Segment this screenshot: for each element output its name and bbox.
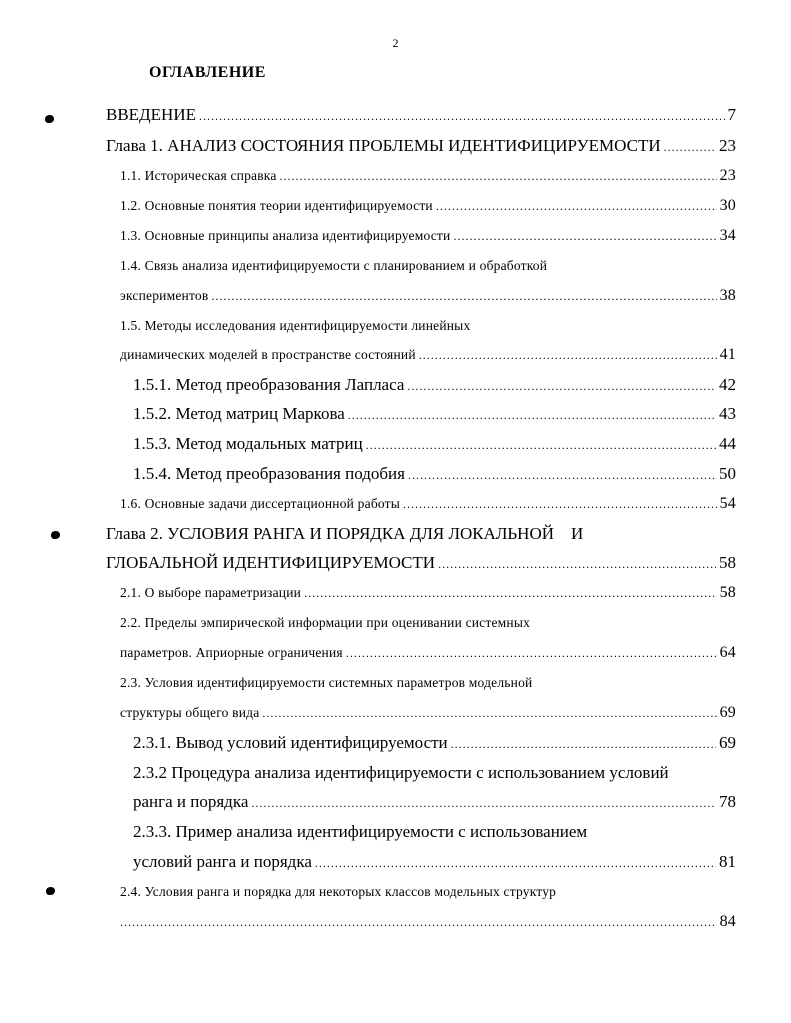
toc-entry-page: 58 xyxy=(719,553,736,572)
toc-entry-2-4-line-1[interactable] xyxy=(120,881,736,903)
toc-entry-1-6[interactable] xyxy=(120,493,736,515)
toc-entry-text: ранга и порядка xyxy=(133,792,249,811)
toc-entry-text: 1.3. Основные принципы анализа идентифицируемости xyxy=(120,228,451,243)
toc-entry-text: 2.3. Условия идентифицируемости системных параметров модельной xyxy=(120,675,533,690)
toc-entry-page: 78 xyxy=(719,792,736,811)
toc-entry-page: 50 xyxy=(719,464,736,483)
leader-dots xyxy=(419,344,717,366)
toc-entry-1-5-3[interactable] xyxy=(133,433,736,455)
toc-entry-2-3-line-2[interactable] xyxy=(120,702,736,724)
toc-entry-text: ВВЕДЕНИЕ xyxy=(106,105,196,124)
toc-entry-page: 81 xyxy=(719,852,736,871)
leader-dots xyxy=(436,195,717,217)
leader-dots xyxy=(251,792,716,814)
toc-entry-2-3-line-1[interactable] xyxy=(120,672,736,694)
leader-dots xyxy=(346,642,717,664)
toc-entry-page: 69 xyxy=(719,733,736,752)
leader-dots xyxy=(348,404,716,426)
toc-entry-page: 44 xyxy=(719,434,736,453)
toc-entry-text: 1.5.2. Метод матриц Маркова xyxy=(133,404,345,423)
toc-entry-text: 1.1. Историческая справка xyxy=(120,168,277,183)
toc-entry-1-3[interactable] xyxy=(120,225,736,247)
toc-entry-page: 41 xyxy=(719,346,736,363)
toc-entry-page: 7 xyxy=(727,105,736,124)
margin-bullet-3 xyxy=(46,887,55,895)
toc-entry-1-4-line-1[interactable] xyxy=(120,255,736,277)
toc-entry-2-3-3-line-1[interactable] xyxy=(133,821,736,843)
leader-dots xyxy=(315,852,716,874)
leader-dots xyxy=(304,582,717,604)
toc-entry-text: 1.4. Связь анализа идентифицируемости с планированием и обработкой xyxy=(120,258,548,273)
toc-entry-page: 43 xyxy=(719,404,736,423)
toc-entry-text: динамических моделей в пространстве состояний xyxy=(120,347,416,362)
toc-entry-text: 1.5.4. Метод преобразования подобия xyxy=(133,464,405,483)
toc-entry-2-2-line-1[interactable] xyxy=(120,612,736,634)
toc-entry-1-5-line-2[interactable] xyxy=(120,344,736,366)
toc-title: ОГЛАВЛЕНИЕ xyxy=(149,64,266,81)
toc-entry-page: 34 xyxy=(719,227,736,244)
toc-entry-text: Глава 1. АНАЛИЗ СОСТОЯНИЯ ПРОБЛЕМЫ ИДЕНТИФИЦИРУЕМОСТИ xyxy=(106,136,661,155)
toc-entry-1-5-1[interactable] xyxy=(133,374,736,396)
leader-dots xyxy=(408,464,716,486)
toc-entry-chapter-1[interactable] xyxy=(106,135,736,157)
toc-entry-2-4-line-2[interactable] xyxy=(120,911,736,933)
leader-dots xyxy=(664,136,716,158)
leader-dots xyxy=(407,375,716,397)
toc-entry-text: 1.5. Методы исследования идентифицируемости линейных xyxy=(120,318,471,333)
toc-entry-chapter-2-line-1[interactable] xyxy=(106,523,736,545)
toc-entry-text: 1.6. Основные задачи диссертационной работы xyxy=(120,496,401,511)
toc-entry-1-5-line-1[interactable] xyxy=(120,315,736,337)
toc-entry-1-1[interactable] xyxy=(120,165,736,187)
toc-entry-page: 38 xyxy=(719,287,736,304)
leader-dots xyxy=(451,733,716,755)
toc-entry-page: 69 xyxy=(719,704,736,721)
toc-entry-page: 58 xyxy=(719,584,736,601)
toc-entry-text: 1.5.1. Метод преобразования Лапласа xyxy=(133,375,405,394)
leader-dots xyxy=(438,553,716,575)
toc-entry-2-3-2-line-1[interactable] xyxy=(133,762,736,784)
leader-dots xyxy=(211,285,716,307)
toc-entry-text: ГЛОБАЛЬНОЙ ИДЕНТИФИЦИРУЕМОСТИ xyxy=(106,553,436,572)
toc-entry-1-5-2[interactable] xyxy=(133,403,736,425)
toc-entry-text: экспериментов xyxy=(120,288,209,303)
toc-entry-2-3-3-line-2[interactable] xyxy=(133,851,736,873)
toc-entry-text: 2.4. Условия ранга и порядка для некоторых классов модельных структур xyxy=(120,884,557,899)
toc-entry-text: условий ранга и порядка xyxy=(133,852,312,871)
toc-entry-text: 1.2. Основные понятия теории идентифицируемости xyxy=(120,198,433,213)
toc-entry-text: 1.5.3. Метод модальных матриц xyxy=(133,434,363,453)
toc-entry-introduction[interactable] xyxy=(106,104,736,126)
toc-entry-text: 2.3.2 Процедура анализа идентифицируемости с использованием условий xyxy=(133,763,669,782)
leader-dots xyxy=(366,434,716,456)
toc-entry-text: 2.3.3. Пример анализа идентифицируемости с использованием xyxy=(133,822,588,841)
leader-dots xyxy=(199,105,725,127)
leader-dots xyxy=(453,225,716,247)
leader-dots xyxy=(280,165,717,187)
margin-bullet-2 xyxy=(51,531,60,539)
toc-entry-text: Глава 2. УСЛОВИЯ РАНГА И ПОРЯДКА ДЛЯ ЛОКАЛЬНОЙ И xyxy=(106,524,584,543)
toc-entry-page: 23 xyxy=(719,136,736,155)
page-number: 2 xyxy=(392,36,399,50)
toc-entry-1-5-4[interactable] xyxy=(133,463,736,485)
toc-entry-1-4-line-2[interactable] xyxy=(120,285,736,307)
toc-entry-page: 64 xyxy=(719,644,736,661)
toc-entry-page: 42 xyxy=(719,375,736,394)
toc-entry-page: 23 xyxy=(719,167,736,184)
toc-entry-page: 30 xyxy=(719,197,736,214)
toc-entry-2-3-1[interactable] xyxy=(133,732,736,754)
toc-entry-text: 2.2. Пределы эмпирической информации при оценивании системных xyxy=(120,615,531,630)
toc-entry-text: структуры общего вида xyxy=(120,705,260,720)
toc-entry-1-2[interactable] xyxy=(120,195,736,217)
leader-dots xyxy=(262,702,716,724)
toc-entry-page: 54 xyxy=(719,495,736,512)
toc-entry-text: параметров. Априорные ограничения xyxy=(120,645,343,660)
toc-entry-2-1[interactable] xyxy=(120,582,736,604)
toc-entry-2-3-2-line-2[interactable] xyxy=(133,791,736,813)
toc-entry-2-2-line-2[interactable] xyxy=(120,642,736,664)
toc-entry-text: 2.1. О выборе параметризации xyxy=(120,585,302,600)
toc-entry-text: 2.3.1. Вывод условий идентифицируемости xyxy=(133,733,448,752)
toc-entry-chapter-2-line-2[interactable] xyxy=(106,552,736,574)
margin-bullet-1 xyxy=(45,115,54,123)
leader-dots xyxy=(403,493,717,515)
toc-entry-page: 84 xyxy=(719,913,736,930)
leader-dots xyxy=(120,911,717,933)
